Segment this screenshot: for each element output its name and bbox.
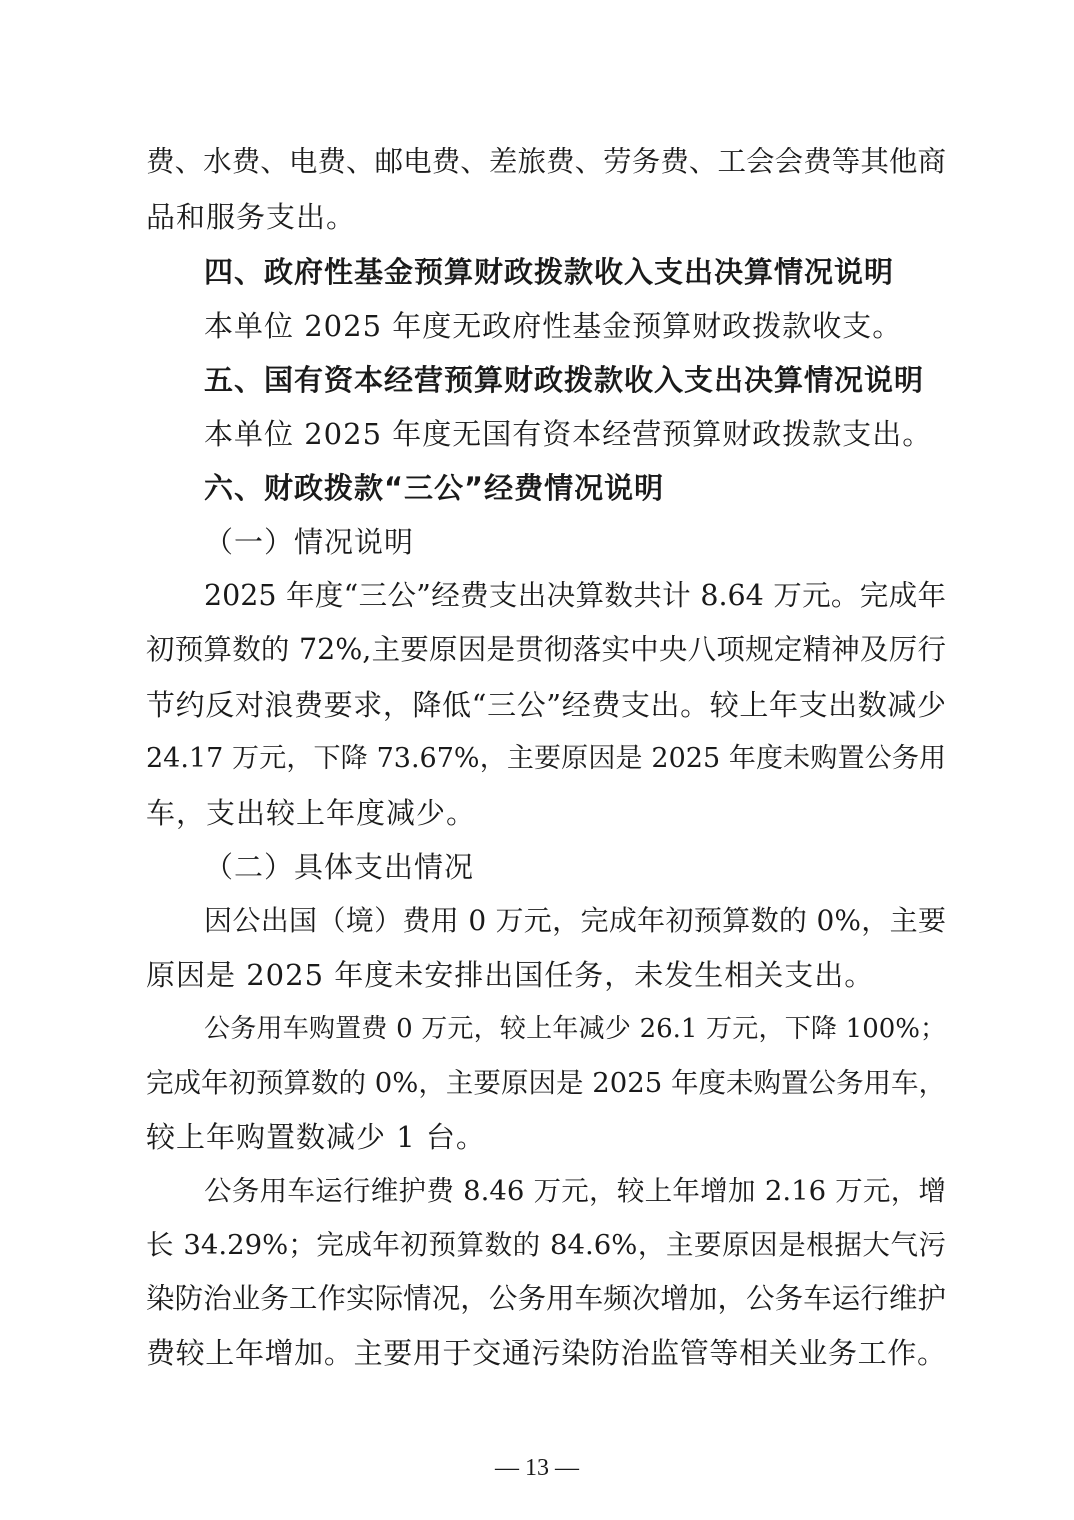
body-text-line: 长 34.29%；完成年初预算数的 84.6%，主要原因是根据大气污: [146, 1229, 946, 1261]
body-text-line: 公务用车购置费 0 万元，较上年减少 26.1 万元，下降 100%；: [204, 1014, 946, 1044]
body-text-line: 2025 年度“三公”经费支出决算数共计 8.64 万元。完成年: [204, 579, 946, 612]
subsection-heading-2: （二）具体支出情况: [204, 850, 475, 884]
section-heading-6: 六、财政拨款“三公”经费情况说明: [204, 471, 665, 505]
section-heading-5: 五、国有资本经营预算财政拨款收入支出决算情况说明: [204, 363, 925, 397]
body-text-line: 较上年购置数减少 1 台。: [146, 1120, 486, 1154]
body-text-line: 初预算数的 72%,主要原因是贯彻落实中央八项规定精神及厉行: [146, 633, 946, 666]
body-text-line: 车，支出较上年度减少。: [146, 796, 477, 830]
body-text-line: 本单位 2025 年度无国有资本经营预算财政拨款支出。: [204, 417, 933, 451]
body-text-line: 因公出国（境）费用 0 万元，完成年初预算数的 0%，主要: [204, 904, 946, 937]
body-text-line: 24.17 万元，下降 73.67%，主要原因是 2025 年度未购置公务用: [146, 743, 946, 774]
section-heading-4: 四、政府性基金预算财政拨款收入支出决算情况说明: [204, 255, 895, 289]
body-text-line: 品和服务支出。: [146, 200, 357, 234]
subsection-heading-1: （一）情况说明: [204, 525, 415, 559]
body-text-line: 公务用车运行维护费 8.46 万元，较上年增加 2.16 万元，增: [204, 1175, 946, 1207]
body-text-line: 费较上年增加。主要用于交通污染防治监管等相关业务工作。: [146, 1336, 946, 1370]
body-text-line: 本单位 2025 年度无政府性基金预算财政拨款收支。: [204, 309, 903, 343]
body-text-line: 染防治业务工作实际情况，公务用车频次增加，公务车运行维护: [146, 1282, 946, 1315]
body-text-line: 费、水费、电费、邮电费、差旅费、劳务费、工会会费等其他商: [146, 145, 946, 178]
body-text-line: 原因是 2025 年度未安排出国任务，未发生相关支出。: [146, 958, 875, 992]
body-text-line: 完成年初预算数的 0%，主要原因是 2025 年度未购置公务用车，: [146, 1067, 946, 1099]
page-number: — 13 —: [495, 1455, 579, 1481]
body-text-line: 节约反对浪费要求，降低“三公”经费支出。较上年支出数减少: [146, 688, 946, 722]
